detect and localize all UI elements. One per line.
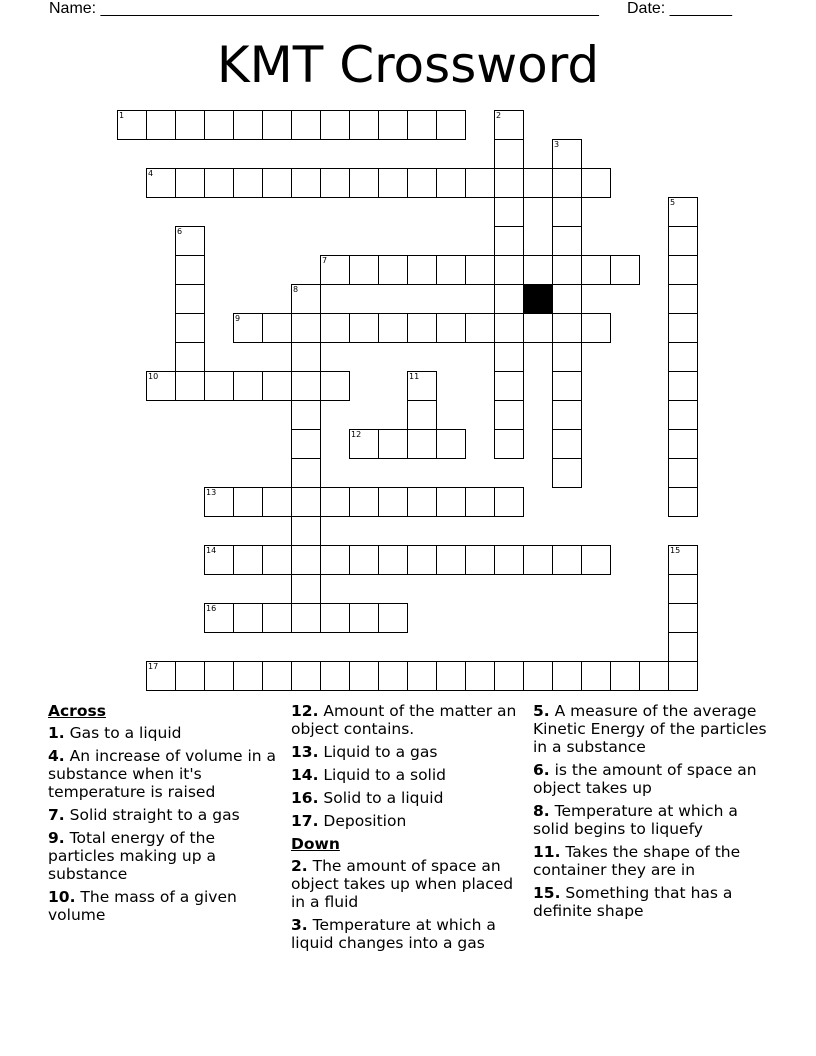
grid-cell[interactable] bbox=[291, 574, 321, 604]
grid-cell[interactable] bbox=[378, 313, 408, 343]
clue-number: 14 bbox=[206, 546, 217, 555]
grid-cell[interactable] bbox=[668, 400, 698, 430]
grid-cell[interactable] bbox=[320, 487, 350, 517]
grid-cell[interactable] bbox=[175, 284, 205, 314]
grid-cell[interactable] bbox=[146, 371, 176, 401]
grid-cell[interactable] bbox=[436, 429, 466, 459]
grid-cell[interactable] bbox=[320, 110, 350, 140]
grid-cell[interactable] bbox=[610, 661, 640, 691]
grid-cell[interactable] bbox=[494, 545, 524, 575]
grid-cell[interactable] bbox=[494, 168, 524, 198]
grid-cell[interactable] bbox=[407, 371, 437, 401]
clue-across-1: 1. Gas to a liquid bbox=[48, 724, 182, 742]
grid-cell[interactable] bbox=[552, 197, 582, 227]
grid-cell[interactable] bbox=[552, 168, 582, 198]
clue-number: 7 bbox=[322, 256, 328, 265]
grid-cell[interactable] bbox=[668, 342, 698, 372]
across-heading: Across bbox=[48, 702, 106, 720]
grid-cell[interactable] bbox=[233, 603, 263, 633]
clue-column-3 bbox=[533, 702, 773, 925]
grid-cell[interactable] bbox=[407, 110, 437, 140]
clue-number: 17 bbox=[148, 662, 159, 671]
grid-cell[interactable] bbox=[552, 400, 582, 430]
grid-cell[interactable] bbox=[494, 371, 524, 401]
grid-cell[interactable] bbox=[523, 255, 553, 285]
clue-down-15: 15. Something that has a definite shape bbox=[533, 884, 733, 920]
clue-column-1 bbox=[48, 702, 278, 929]
grid-cell[interactable] bbox=[349, 661, 379, 691]
grid-cell[interactable] bbox=[436, 661, 466, 691]
grid-cell[interactable] bbox=[668, 284, 698, 314]
grid-cell[interactable] bbox=[175, 255, 205, 285]
grid-cell[interactable] bbox=[378, 487, 408, 517]
clue-number: 10 bbox=[148, 372, 159, 381]
grid-cell[interactable] bbox=[523, 661, 553, 691]
clue-down-3: 3. Temperature at which a liquid changes into a gas bbox=[291, 916, 496, 952]
grid-cell[interactable] bbox=[494, 139, 524, 169]
grid-cell[interactable] bbox=[668, 487, 698, 517]
grid-cell[interactable] bbox=[291, 545, 321, 575]
grid-cell[interactable] bbox=[581, 168, 611, 198]
date-field[interactable]: Date: _______ bbox=[627, 0, 732, 17]
clue-number: 11 bbox=[409, 372, 420, 381]
grid-cell[interactable] bbox=[465, 545, 495, 575]
grid-cell[interactable] bbox=[494, 342, 524, 372]
grid-cell[interactable] bbox=[204, 487, 234, 517]
clue-number: 15 bbox=[670, 546, 681, 555]
grid-cell[interactable] bbox=[175, 661, 205, 691]
grid-cell[interactable] bbox=[291, 342, 321, 372]
grid-cell[interactable] bbox=[349, 255, 379, 285]
grid-cell[interactable] bbox=[523, 168, 553, 198]
grid-cell[interactable] bbox=[552, 429, 582, 459]
grid-cell[interactable] bbox=[494, 226, 524, 256]
grid-cell[interactable] bbox=[494, 487, 524, 517]
grid-cell[interactable] bbox=[436, 545, 466, 575]
grid-cell[interactable] bbox=[349, 487, 379, 517]
grid-cell[interactable] bbox=[407, 429, 437, 459]
grid-cell[interactable] bbox=[668, 255, 698, 285]
grid-cell[interactable] bbox=[465, 661, 495, 691]
grid-cell[interactable] bbox=[668, 371, 698, 401]
grid-cell[interactable] bbox=[378, 255, 408, 285]
grid-cell[interactable] bbox=[175, 110, 205, 140]
grid-cell[interactable] bbox=[378, 603, 408, 633]
grid-cell[interactable] bbox=[291, 429, 321, 459]
clue-column-2 bbox=[291, 702, 526, 957]
clue-number: 1 bbox=[119, 111, 125, 120]
grid-cell[interactable] bbox=[494, 313, 524, 343]
clue-across-7: 7. Solid straight to a gas bbox=[48, 806, 240, 824]
grid-cell[interactable] bbox=[407, 487, 437, 517]
grid-cell[interactable] bbox=[465, 255, 495, 285]
grid-cell[interactable] bbox=[291, 458, 321, 488]
grid-cell[interactable] bbox=[175, 168, 205, 198]
down-heading: Down bbox=[291, 835, 340, 853]
grid-cell[interactable] bbox=[175, 226, 205, 256]
grid-cell[interactable] bbox=[552, 226, 582, 256]
grid-cell[interactable] bbox=[233, 168, 263, 198]
grid-cell[interactable] bbox=[349, 313, 379, 343]
grid-black-cell bbox=[523, 284, 553, 314]
grid-cell[interactable] bbox=[320, 255, 350, 285]
grid-cell[interactable] bbox=[436, 255, 466, 285]
grid-cell[interactable] bbox=[349, 545, 379, 575]
clue-number: 13 bbox=[206, 488, 217, 497]
clue-number: 8 bbox=[293, 285, 299, 294]
grid-cell[interactable] bbox=[378, 110, 408, 140]
grid-cell[interactable] bbox=[581, 255, 611, 285]
grid-cell[interactable] bbox=[407, 168, 437, 198]
grid-cell[interactable] bbox=[175, 313, 205, 343]
clue-down-8: 8. Temperature at which a solid begins to liquefy bbox=[533, 802, 738, 838]
grid-cell[interactable] bbox=[204, 603, 234, 633]
grid-cell[interactable] bbox=[494, 110, 524, 140]
grid-cell[interactable] bbox=[494, 661, 524, 691]
clue-across-16: 16. Solid to a liquid bbox=[291, 789, 444, 807]
grid-cell[interactable] bbox=[233, 661, 263, 691]
grid-cell[interactable] bbox=[581, 545, 611, 575]
grid-cell[interactable] bbox=[378, 429, 408, 459]
grid-cell[interactable] bbox=[349, 168, 379, 198]
grid-cell[interactable] bbox=[291, 110, 321, 140]
grid-cell[interactable] bbox=[668, 661, 698, 691]
grid-cell[interactable] bbox=[552, 371, 582, 401]
grid-cell[interactable] bbox=[291, 661, 321, 691]
grid-cell[interactable] bbox=[436, 313, 466, 343]
grid-cell[interactable] bbox=[436, 487, 466, 517]
grid-cell[interactable] bbox=[291, 168, 321, 198]
grid-cell[interactable] bbox=[262, 603, 292, 633]
clue-number: 2 bbox=[496, 111, 502, 120]
grid-cell[interactable] bbox=[291, 313, 321, 343]
grid-cell[interactable] bbox=[668, 429, 698, 459]
grid-cell[interactable] bbox=[552, 313, 582, 343]
grid-cell[interactable] bbox=[204, 371, 234, 401]
grid-cell[interactable] bbox=[349, 603, 379, 633]
grid-cell[interactable] bbox=[465, 487, 495, 517]
grid-cell[interactable] bbox=[523, 545, 553, 575]
grid-cell[interactable] bbox=[639, 661, 669, 691]
clue-number: 16 bbox=[206, 604, 217, 613]
clue-number: 4 bbox=[148, 169, 154, 178]
grid-cell[interactable] bbox=[262, 168, 292, 198]
page-title: KMT Crossword bbox=[216, 36, 600, 94]
grid-cell[interactable] bbox=[668, 226, 698, 256]
clue-number: 5 bbox=[670, 198, 676, 207]
clue-across-4: 4. An increase of volume in a substance when it's temperature is raised bbox=[48, 747, 277, 801]
grid-cell[interactable] bbox=[320, 313, 350, 343]
grid-cell[interactable] bbox=[291, 284, 321, 314]
grid-cell[interactable] bbox=[668, 313, 698, 343]
clue-across-9: 9. Total energy of the particles making up a substance bbox=[48, 829, 217, 883]
grid-cell[interactable] bbox=[291, 400, 321, 430]
grid-cell[interactable] bbox=[204, 545, 234, 575]
clue-across-17: 17. Deposition bbox=[291, 812, 407, 830]
grid-cell[interactable] bbox=[668, 458, 698, 488]
grid-cell[interactable] bbox=[668, 603, 698, 633]
grid-cell[interactable] bbox=[291, 516, 321, 546]
grid-cell[interactable] bbox=[233, 371, 263, 401]
grid-cell[interactable] bbox=[349, 110, 379, 140]
grid-cell[interactable] bbox=[523, 313, 553, 343]
grid-cell[interactable] bbox=[552, 284, 582, 314]
grid-cell[interactable] bbox=[291, 371, 321, 401]
grid-cell[interactable] bbox=[552, 458, 582, 488]
grid-cell[interactable] bbox=[320, 168, 350, 198]
grid-cell[interactable] bbox=[291, 603, 321, 633]
grid-cell[interactable] bbox=[175, 342, 205, 372]
grid-cell[interactable] bbox=[465, 168, 495, 198]
grid-cell[interactable] bbox=[668, 197, 698, 227]
grid-cell[interactable] bbox=[378, 545, 408, 575]
grid-cell[interactable] bbox=[552, 139, 582, 169]
grid-cell[interactable] bbox=[320, 545, 350, 575]
grid-cell[interactable] bbox=[262, 110, 292, 140]
clue-across-10: 10. The mass of a given volume bbox=[48, 888, 237, 924]
grid-cell[interactable] bbox=[262, 545, 292, 575]
grid-cell[interactable] bbox=[320, 371, 350, 401]
grid-cell[interactable] bbox=[465, 313, 495, 343]
grid-cell[interactable] bbox=[146, 110, 176, 140]
grid-cell[interactable] bbox=[117, 110, 147, 140]
grid-cell[interactable] bbox=[175, 371, 205, 401]
grid-cell[interactable] bbox=[262, 371, 292, 401]
clue-number: 3 bbox=[554, 140, 560, 149]
grid-cell[interactable] bbox=[378, 168, 408, 198]
grid-cell[interactable] bbox=[262, 313, 292, 343]
grid-cell[interactable] bbox=[407, 400, 437, 430]
grid-cell[interactable] bbox=[552, 545, 582, 575]
clue-down-11: 11. Takes the shape of the container they are in bbox=[533, 843, 741, 879]
name-field[interactable]: Name: ________________________________________________________ bbox=[49, 0, 599, 17]
grid-cell[interactable] bbox=[436, 110, 466, 140]
grid-cell[interactable] bbox=[494, 197, 524, 227]
grid-cell[interactable] bbox=[291, 487, 321, 517]
grid-cell[interactable] bbox=[668, 632, 698, 662]
grid-cell[interactable] bbox=[204, 110, 234, 140]
grid-cell[interactable] bbox=[610, 255, 640, 285]
grid-cell[interactable] bbox=[233, 545, 263, 575]
grid-cell[interactable] bbox=[233, 487, 263, 517]
grid-cell[interactable] bbox=[233, 110, 263, 140]
grid-cell[interactable] bbox=[407, 255, 437, 285]
grid-cell[interactable] bbox=[407, 545, 437, 575]
grid-cell[interactable] bbox=[320, 661, 350, 691]
grid-cell[interactable] bbox=[581, 661, 611, 691]
grid-cell[interactable] bbox=[494, 429, 524, 459]
grid-cell[interactable] bbox=[262, 487, 292, 517]
grid-cell[interactable] bbox=[668, 574, 698, 604]
grid-cell[interactable] bbox=[552, 661, 582, 691]
grid-cell[interactable] bbox=[349, 429, 379, 459]
clue-across-14: 14. Liquid to a solid bbox=[291, 766, 447, 784]
grid-cell[interactable] bbox=[146, 168, 176, 198]
grid-cell[interactable] bbox=[262, 661, 292, 691]
grid-cell[interactable] bbox=[407, 313, 437, 343]
grid-cell[interactable] bbox=[552, 255, 582, 285]
grid-cell[interactable] bbox=[436, 168, 466, 198]
grid-cell[interactable] bbox=[407, 661, 437, 691]
grid-cell[interactable] bbox=[581, 313, 611, 343]
clue-down-6: 6. is the amount of space an object takes up bbox=[533, 761, 757, 797]
grid-cell[interactable] bbox=[204, 661, 234, 691]
clue-number: 6 bbox=[177, 227, 183, 236]
clue-number: 12 bbox=[351, 430, 362, 439]
grid-cell[interactable] bbox=[378, 661, 408, 691]
grid-cell[interactable] bbox=[494, 400, 524, 430]
grid-cell[interactable] bbox=[668, 545, 698, 575]
clue-down-2: 2. The amount of space an object takes up when placed in a fluid bbox=[291, 857, 514, 911]
clue-number: 9 bbox=[235, 314, 241, 323]
clue-down-5: 5. A measure of the average Kinetic Energy of the particles in a substance bbox=[533, 702, 767, 756]
grid-cell[interactable] bbox=[233, 313, 263, 343]
clue-across-12: 12. Amount of the matter an object contains. bbox=[291, 702, 517, 738]
grid-cell[interactable] bbox=[204, 168, 234, 198]
grid-cell[interactable] bbox=[146, 661, 176, 691]
grid-cell[interactable] bbox=[494, 284, 524, 314]
clue-across-13: 13. Liquid to a gas bbox=[291, 743, 438, 761]
grid-cell[interactable] bbox=[552, 342, 582, 372]
grid-cell[interactable] bbox=[494, 255, 524, 285]
grid-cell[interactable] bbox=[320, 603, 350, 633]
